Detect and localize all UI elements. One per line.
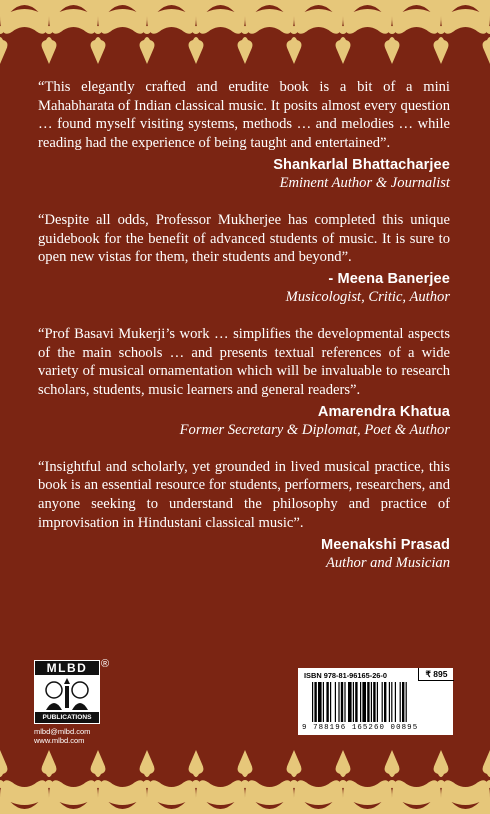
- endorsement-author: Shankarlal Bhattacharjee: [273, 156, 450, 173]
- logo-subtitle: PUBLICATIONS: [35, 712, 99, 723]
- endorsement: [38, 211, 450, 306]
- endorsement-quote: “Prof Basavi Mukerji’s work … simplifies the developmental aspects of the main schools … and presents textual references of a wide variety of musical ornamentation which will be invaluable to research scholars, students, music learners and general readers”.: [38, 325, 450, 399]
- barcode-bars: [312, 682, 448, 722]
- endorsement-quote: “Despite all odds, Professor Mukherjee has completed this unique guidebook for the benefit of advanced students of music. It is sure to open new vistas for them, their students and beyond”.: [38, 211, 450, 266]
- endorsement: [38, 458, 450, 572]
- registered-mark: ®: [101, 658, 110, 670]
- endorsement: [38, 325, 450, 439]
- endorsement-role: Eminent Author & Journalist: [279, 174, 450, 191]
- ornamental-border-bottom: [0, 744, 490, 814]
- logo-wordmark: MLBD: [35, 661, 99, 675]
- publisher-logo: [34, 658, 110, 724]
- publisher-website: www.mlbd.com: [34, 736, 85, 745]
- endorsements: [38, 78, 450, 591]
- ornamental-border-top: [0, 0, 490, 70]
- barcode-digits: 9 788196 165260 00895: [302, 724, 419, 732]
- price-tag: ₹ 895: [418, 668, 454, 681]
- endorsement: [38, 78, 450, 192]
- logo-figure-icon: [38, 676, 96, 712]
- isbn-text: ISBN 978-81-96165-26-0: [304, 671, 387, 680]
- endorsement-role: Musicologist, Critic, Author: [285, 288, 450, 305]
- endorsement-role: Author and Musician: [325, 554, 450, 571]
- endorsement-quote: “Insightful and scholarly, yet grounded in lived musical practice, this book is an essential resource for students, performers, researchers, and anyone seeking to understand the philosophy and practice of improvisation in Hindustani classical music”.: [38, 458, 450, 531]
- endorsement-role: Former Secretary & Diplomat, Poet & Author: [179, 421, 450, 438]
- endorsement-author: Amarendra Khatua: [317, 403, 450, 420]
- endorsement-author: - Meena Banerjee: [328, 270, 450, 287]
- barcode-label: [298, 668, 453, 735]
- endorsement-quote: “This elegantly crafted and erudite book is a bit of a mini Mahabharata of Indian classical music. It posits almost every question … found myself visiting systems, methods … and melodies … while reading had the experience of being taught and entertained”.: [38, 79, 450, 152]
- endorsement-author: Meenakshi Prasad: [321, 536, 450, 553]
- publisher-email: mlbd@mlbd.com: [34, 727, 91, 736]
- publisher-block: [34, 660, 116, 745]
